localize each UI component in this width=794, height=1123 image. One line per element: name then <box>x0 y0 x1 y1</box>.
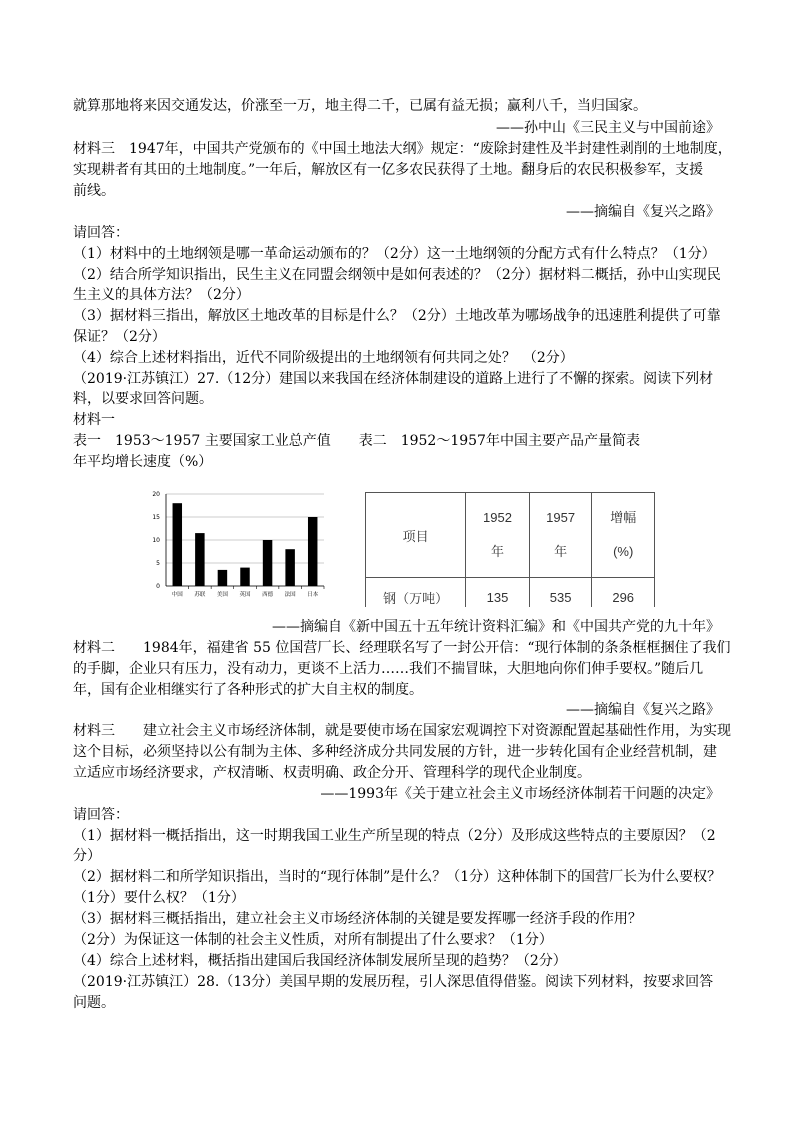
bar <box>285 549 294 586</box>
y-tick-label: 0 <box>156 583 160 590</box>
question-line: （2）结合所学知识指出，民生主义在同盟会纲领中是如何表述的？（2分）据材料二概括，孙中山实现民 <box>73 267 721 283</box>
source-citation: ——摘编自《复兴之路》 <box>566 702 720 718</box>
x-tick-label: 西德 <box>262 592 274 598</box>
bar <box>173 503 182 586</box>
text-line: 这个目标，必须坚持以公有制为主体、多种经济成分共同发展的方针，进一步转化国有企业经营机制，建 <box>73 744 717 760</box>
table-header-1952: 1952 年 <box>466 493 530 578</box>
bar <box>308 517 317 586</box>
y-tick-label: 5 <box>156 560 160 567</box>
question-line: 生主义的具体方法？（2分） <box>73 287 250 303</box>
x-tick-label: 中国 <box>171 592 183 598</box>
question-line: （4）综合上述材料，概括指出建国后我国经济体制发展所呈现的趋势？（2分） <box>73 953 567 969</box>
table-caption: 表一 1953～1957 主要国家工业总产值 表二 1952～1957年中国主要产品产量简表 <box>73 433 640 449</box>
x-tick-label: 日本 <box>307 592 319 598</box>
source-citation: ——孙中山《三民主义与中国前途》 <box>496 120 720 136</box>
x-tick-label: 苏联 <box>194 592 206 598</box>
question-line: 保证？（2分） <box>73 329 166 345</box>
question-line: （1分）要什么权？（1分） <box>73 890 245 906</box>
text-line: 请回答： <box>73 807 129 823</box>
y-tick-label: 10 <box>152 537 160 544</box>
x-tick-label: 法国 <box>284 592 296 598</box>
text-line: 料，以要求回答问题。 <box>73 391 213 407</box>
bar <box>195 533 204 586</box>
source-citation: ——摘编自《复兴之路》 <box>566 204 720 220</box>
material-heading: 材料一 <box>73 412 115 428</box>
x-tick-label: 英国 <box>239 592 251 598</box>
question-line: （3）据材料三概括指出，建立社会主义市场经济体制的关键是要发挥哪一经济手段的作用？ <box>73 911 642 927</box>
text-line: 材料三 1947年，中国共产党颁布的《中国土地法大纲》规定：“废除封建性及半封建性剥削的土地制度， <box>73 141 732 157</box>
table-cell: 296 <box>592 578 655 608</box>
question-line: 分） <box>73 848 101 864</box>
table-caption: 年平均增长速度（%） <box>73 454 213 470</box>
source-citation: ——1993年《关于建立社会主义市场经济体制若干问题的决定》 <box>320 786 720 802</box>
text-line: 就算那地将来因交通发达，价涨至一万，地主得二千，已属有益无损；赢利八千，当归国家。 <box>73 98 647 114</box>
question-line: （1）据材料一概括指出，这一时期我国工业生产所呈现的特点（2分）及形成这些特点的主要原因？（2 <box>73 828 716 844</box>
text-line: 的手脚，企业只有压力，没有动力，更谈不上活力……我们不揣冒昧，大胆地向你们伸手要权。”随后几 <box>73 661 704 677</box>
bar <box>218 570 227 586</box>
text-line: 材料三 建立社会主义市场经济体制，就是要使市场在国家宏观调控下对资源配置起基础性作用，为实现 <box>73 723 731 739</box>
table-cell: 135 <box>466 578 530 608</box>
table-cell: 535 <box>529 578 592 608</box>
x-tick-label: 美国 <box>216 592 228 598</box>
text-line: 前线。 <box>73 183 115 199</box>
table-header-item: 项目 <box>366 493 466 578</box>
question-line: （1）材料中的土地纲领是哪一革命运动颁布的？（2分）这一土地纲领的分配方式有什么特点？（1分） <box>73 246 716 262</box>
source-citation: ——摘编自《新中国五十五年统计资料汇编》和《中国共产党的九十年》 <box>272 619 720 635</box>
text-line: 年，国有企业相继实行了各种形式的扩大自主权的制度。 <box>73 682 423 698</box>
question-line: （2分）为保证这一体制的社会主义性质，对所有制提出了什么要求？（1分） <box>73 932 553 948</box>
y-tick-label: 15 <box>152 514 160 521</box>
table-cell: 钢（万吨） <box>366 578 466 608</box>
table-row <box>366 578 655 608</box>
bar <box>263 540 272 586</box>
table-header-growth: 增幅 (%) <box>592 493 655 578</box>
bar <box>240 568 249 586</box>
text-line: （2019·江苏镇江）28.（13分）美国早期的发展历程，引人深思值得借鉴。阅读下列材料，按要求回答 <box>73 974 714 990</box>
text-line: 请回答： <box>73 225 129 241</box>
question-line: （2）据材料二和所学知识指出，当时的“现行体制”是什么？（1分）这种体制下的国营厂长为什么要权？ <box>73 869 722 885</box>
question-line: （4）综合上述材料指出，近代不同阶级提出的土地纲领有何共同之处？ （2分） <box>73 350 574 366</box>
text-line: 立适应市场经济要求，产权清晰、权责明确、政企分开、管理科学的现代企业制度。 <box>73 765 591 781</box>
question-line: （3）据材料三指出，解放区土地改革的目标是什么？（2分）土地改革为哪场战争的迅速胜利提供了可靠 <box>73 308 721 324</box>
text-line: 材料二 1984年，福建省 55 位国营厂长、经理联名写了一封公开信：“现行体制的条条框框捆住了我们 <box>73 640 731 656</box>
production-table <box>365 492 655 607</box>
table-header-1957: 1957 年 <box>529 493 592 578</box>
text-line: （2019·江苏镇江）27.（12分）建国以来我国在经济体制建设的道路上进行了不懈的探索。阅读下列材 <box>73 371 714 387</box>
text-line: 实现耕者有其田的土地制度。”一年后，解放区有一亿多农民获得了土地。翻身后的农民积极参军，支援 <box>73 162 704 178</box>
text-line: 问题。 <box>73 995 115 1011</box>
y-tick-label: 20 <box>152 491 160 498</box>
growth-bar-chart <box>140 488 330 603</box>
